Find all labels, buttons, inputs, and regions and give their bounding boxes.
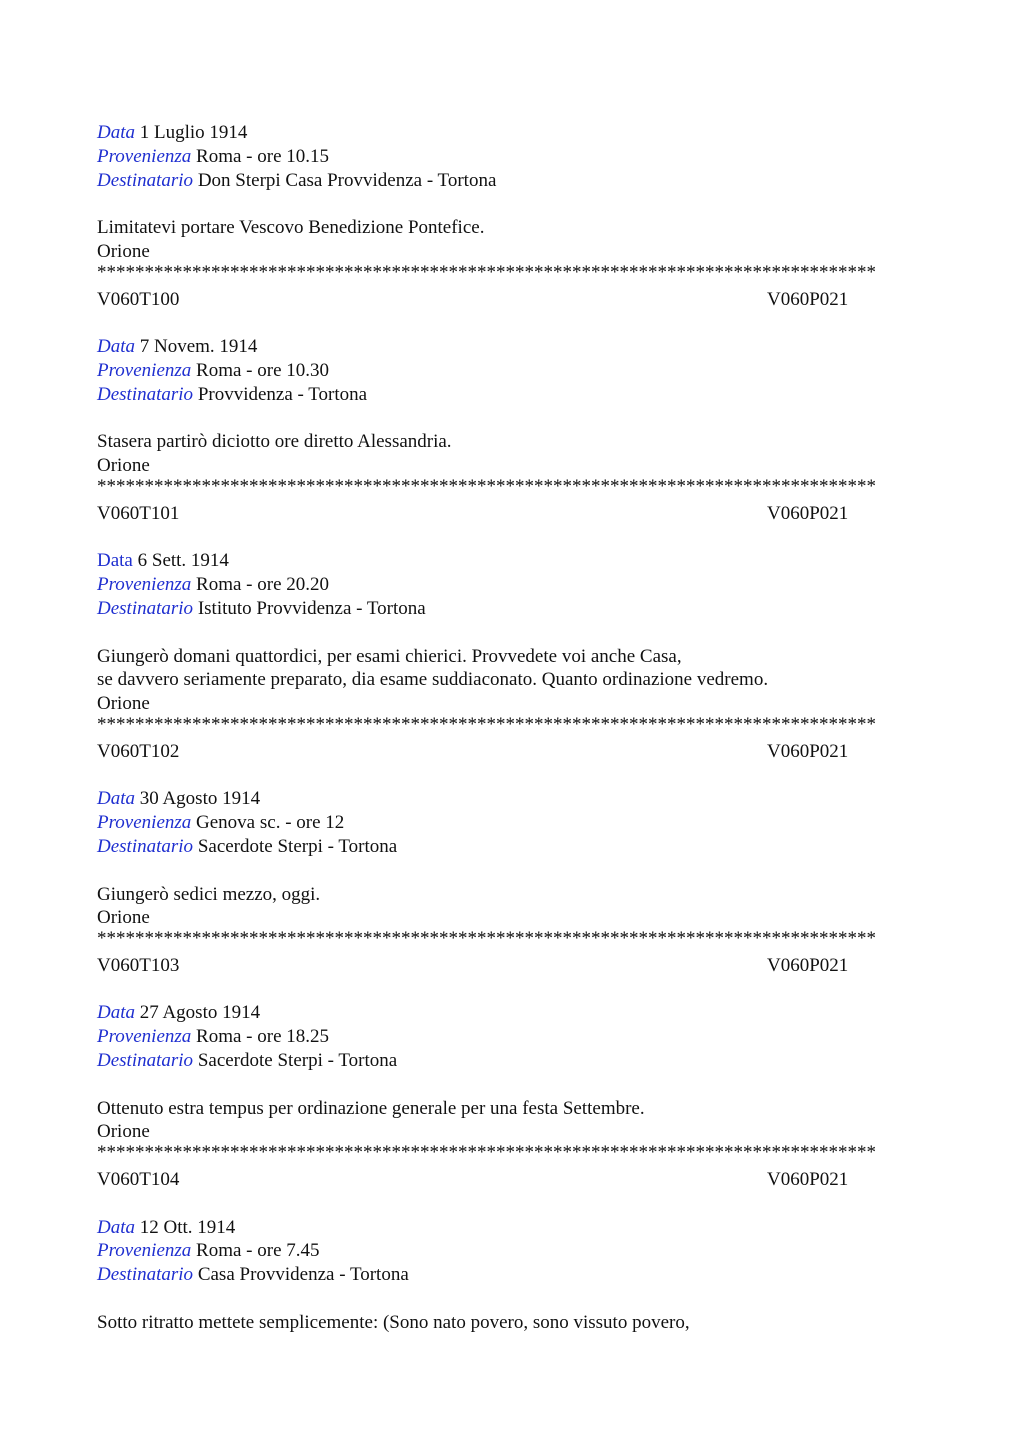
date-line bbox=[97, 335, 927, 359]
document-codes bbox=[97, 502, 927, 526]
date-value: 6 Sett. 1914 bbox=[137, 550, 229, 572]
origin-value: Roma - ore 20.20 bbox=[196, 574, 330, 596]
recipient-value: Don Sterpi Casa Provvidenza - Tortona bbox=[197, 169, 497, 191]
telegram-entry bbox=[97, 1001, 927, 1215]
message-line: Giungerò sedici mezzo, oggi. bbox=[97, 883, 321, 905]
recipient-label: Destinatario bbox=[97, 1050, 194, 1072]
code-left: V060T102 bbox=[97, 740, 180, 762]
origin-value: Roma - ore 10.15 bbox=[196, 145, 330, 167]
signature: Orione bbox=[97, 455, 150, 477]
recipient-label: Destinatario bbox=[97, 383, 194, 405]
document-codes bbox=[97, 288, 927, 312]
origin-line bbox=[97, 359, 927, 383]
recipient-value: Sacerdote Sterpi - Tortona bbox=[197, 835, 398, 857]
code-right: V060P021 bbox=[767, 740, 849, 762]
origin-value: Roma - ore 7.45 bbox=[196, 1240, 320, 1262]
recipient-value: Sacerdote Sterpi - Tortona bbox=[197, 1050, 398, 1072]
date-value: 1 Luglio 1914 bbox=[139, 122, 248, 143]
origin-line bbox=[97, 1025, 927, 1049]
separator: ********************************************************************************** bbox=[97, 1144, 876, 1164]
origin-value: Roma - ore 10.30 bbox=[196, 359, 330, 381]
message-line: Ottenuto estra tempus per ordinazione generale per una festa Settembre. bbox=[97, 1097, 645, 1119]
origin-line bbox=[97, 145, 927, 169]
origin-label: Provenienza bbox=[97, 359, 192, 381]
telegram-entry bbox=[97, 1216, 927, 1335]
recipient-line bbox=[97, 169, 927, 193]
message-line: Limitatevi portare Vescovo Benedizione Pontefice. bbox=[97, 217, 485, 239]
recipient-line bbox=[97, 383, 927, 407]
telegram-entry bbox=[97, 335, 927, 549]
date-label: Data bbox=[97, 336, 135, 358]
recipient-value: Istituto Provvidenza - Tortona bbox=[197, 597, 426, 619]
message-line: Stasera partirò diciotto ore diretto Alessandria. bbox=[97, 431, 452, 453]
date-value: 12 Ott. 1914 bbox=[139, 1216, 236, 1238]
code-left: V060T103 bbox=[97, 954, 180, 976]
code-left: V060T101 bbox=[97, 502, 180, 524]
telegram-entry bbox=[97, 549, 927, 787]
date-label: Data bbox=[97, 550, 133, 572]
message-line: se davvero seriamente preparato, dia esame suddiaconato. Quanto ordinazione vedremo. bbox=[97, 669, 769, 691]
origin-value: Genova sc. - ore 12 bbox=[196, 812, 345, 834]
message-line: Sotto ritratto mettete semplicemente: (Sono nato povero, sono vissuto povero, bbox=[97, 1311, 690, 1333]
code-left: V060T104 bbox=[97, 1169, 180, 1191]
separator: ********************************************************************************** bbox=[97, 715, 876, 735]
date-line bbox=[97, 1216, 927, 1240]
origin-label: Provenienza bbox=[97, 1240, 192, 1262]
recipient-line bbox=[97, 1049, 927, 1073]
date-value: 7 Novem. 1914 bbox=[139, 336, 258, 358]
origin-line bbox=[97, 573, 927, 597]
origin-label: Provenienza bbox=[97, 812, 192, 834]
document-codes bbox=[97, 954, 927, 978]
separator: ********************************************************************************** bbox=[97, 930, 876, 950]
separator: ********************************************************************************** bbox=[97, 477, 876, 497]
code-left: V060T100 bbox=[97, 288, 180, 310]
recipient-label: Destinatario bbox=[97, 597, 194, 619]
signature: Orione bbox=[97, 693, 150, 715]
signature: Orione bbox=[97, 907, 150, 929]
recipient-label: Destinatario bbox=[97, 1264, 194, 1286]
document-codes bbox=[97, 740, 927, 764]
date-label: Data bbox=[97, 1002, 135, 1024]
separator: ********************************************************************************** bbox=[97, 263, 876, 283]
recipient-line bbox=[97, 597, 927, 621]
signature: Orione bbox=[97, 1121, 150, 1143]
date-line bbox=[97, 549, 927, 573]
telegram-entry bbox=[97, 121, 927, 335]
date-line bbox=[97, 1001, 927, 1025]
signature: Orione bbox=[97, 240, 150, 262]
origin-label: Provenienza bbox=[97, 145, 192, 167]
document-codes bbox=[97, 1168, 927, 1192]
origin-line bbox=[97, 811, 927, 835]
code-right: V060P021 bbox=[767, 288, 849, 310]
date-line bbox=[97, 121, 927, 145]
telegram-entry bbox=[97, 787, 927, 1001]
origin-label: Provenienza bbox=[97, 574, 192, 596]
message-line: Giungerò domani quattordici, per esami chierici. Provvedete voi anche Casa, bbox=[97, 645, 682, 667]
date-line bbox=[97, 787, 927, 811]
date-value: 30 Agosto 1914 bbox=[139, 788, 261, 810]
recipient-label: Destinatario bbox=[97, 169, 194, 191]
code-right: V060P021 bbox=[767, 502, 849, 524]
origin-line bbox=[97, 1239, 927, 1263]
origin-label: Provenienza bbox=[97, 1026, 192, 1048]
recipient-label: Destinatario bbox=[97, 835, 194, 857]
code-right: V060P021 bbox=[767, 954, 849, 976]
origin-value: Roma - ore 18.25 bbox=[196, 1026, 330, 1048]
date-label: Data bbox=[97, 1216, 135, 1238]
recipient-value: Provvidenza - Tortona bbox=[197, 383, 368, 405]
date-label: Data bbox=[97, 122, 135, 143]
document-page bbox=[97, 121, 927, 1335]
date-value: 27 Agosto 1914 bbox=[139, 1002, 261, 1024]
code-right: V060P021 bbox=[767, 1169, 849, 1191]
recipient-line bbox=[97, 835, 927, 859]
recipient-value: Casa Provvidenza - Tortona bbox=[197, 1264, 409, 1286]
recipient-line bbox=[97, 1263, 927, 1287]
date-label: Data bbox=[97, 788, 135, 810]
